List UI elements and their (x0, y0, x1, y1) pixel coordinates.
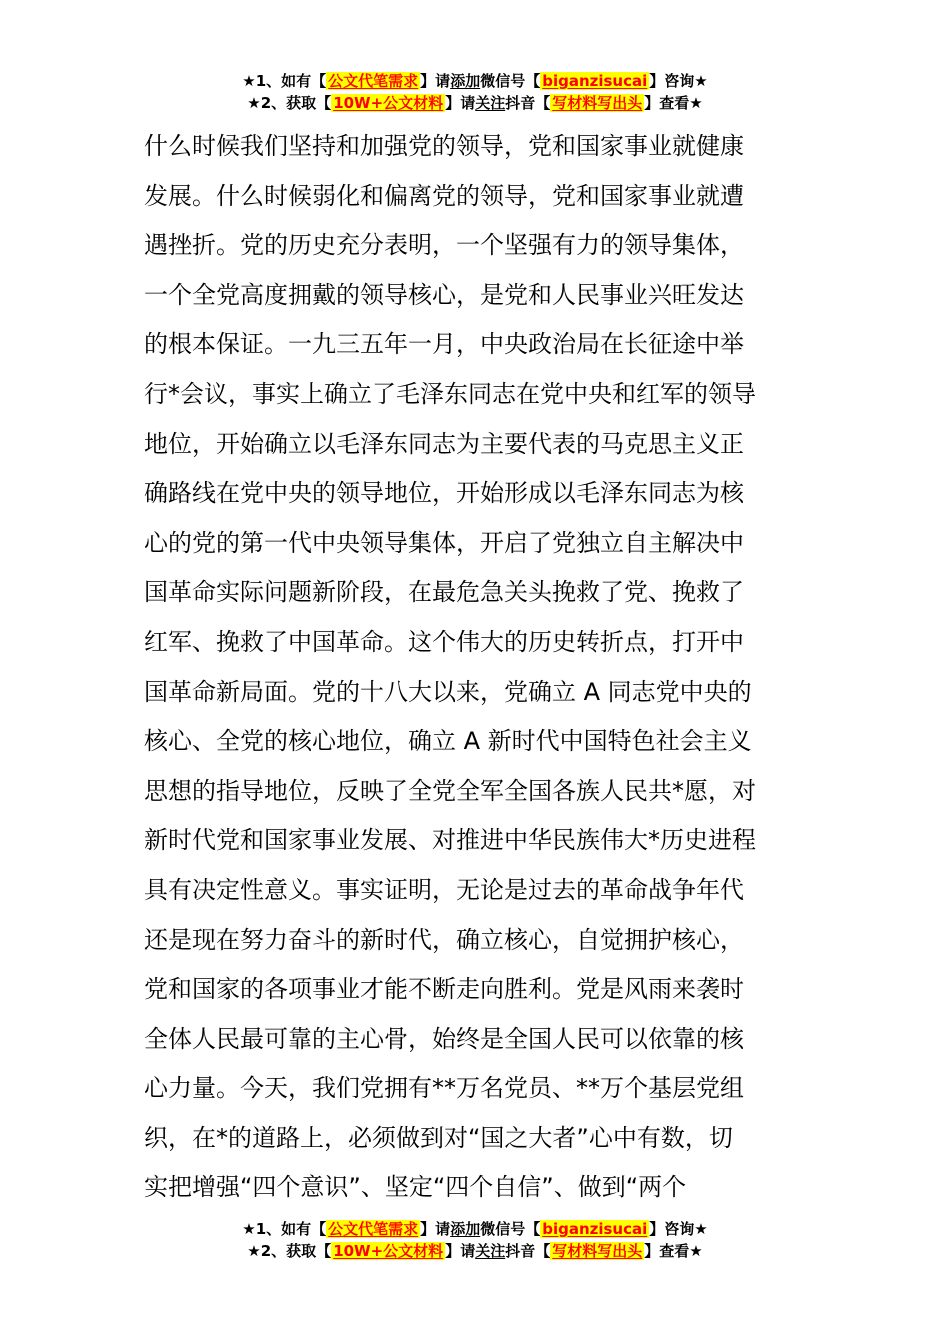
header-line-1-part: ★1、如有【 (242, 72, 327, 90)
header-line-1 (0, 70, 950, 92)
body-line: 红军、挽救了中国革命。这个伟大的历史转折点，打开中 (144, 627, 744, 656)
footer-line-1-part: 】请 (420, 1220, 451, 1238)
footer-underlined-add: 添加 (450, 1220, 481, 1238)
body-line: 行*会议，事实上确立了毛泽东同志在党中央和红军的领导 (144, 379, 756, 408)
header-line-2 (0, 92, 950, 114)
footer-highlight-douyin-account: 写材料写出头 (552, 1242, 643, 1260)
body-line: 国革命新局面。党的十八大以来，党确立 A 同志党中央的 (144, 677, 752, 706)
body-line: 织，在*的道路上，必须做到对“国之大者”心中有数，切 (144, 1123, 733, 1152)
body-line: 还是现在努力奋斗的新时代，确立核心，自觉拥护核心， (144, 925, 744, 954)
body-line: 一个全党高度拥戴的领导核心，是党和人民事业兴旺发达 (144, 280, 744, 309)
header-line-2-part: ★2、获取【 (247, 94, 332, 112)
body-line: 全体人民最可靠的主心骨，始终是全国人民可以依靠的核 (144, 1024, 744, 1053)
body-line: 遇挫折。党的历史充分表明，一个坚强有力的领导集体， (144, 231, 744, 260)
header-line-1-part: 微信号【 (480, 72, 541, 90)
header-underlined-follow: 关注 (475, 94, 506, 112)
footer-line-2-part: 抖音【 (505, 1242, 551, 1260)
footer-line-2-part: ★2、获取【 (247, 1242, 332, 1260)
footer-banner (0, 1218, 950, 1262)
header-highlight-materials: 10W+公文材料 (333, 94, 444, 112)
header-highlight-writing-service: 公文代笔需求 (328, 72, 419, 90)
header-underlined-add: 添加 (450, 72, 481, 90)
body-line: 具有决定性意义。事实证明，无论是过去的革命战争年代 (144, 875, 744, 904)
header-line-2-part: 抖音【 (505, 94, 551, 112)
body-line: 实把增强“四个意识”、坚定“四个自信”、做到“两个 (144, 1173, 687, 1202)
footer-highlight-wechat-id: biganzisucai (542, 1220, 648, 1238)
footer-line-2-part: 】请 (445, 1242, 476, 1260)
header-highlight-douyin-account: 写材料写出头 (552, 94, 643, 112)
body-line: 确路线在党中央的领导地位，开始形成以毛泽东同志为核 (144, 479, 744, 508)
body-line: 党和国家的各项事业才能不断走向胜利。党是风雨来袭时 (144, 975, 744, 1004)
header-line-2-part: 】查看★ (644, 94, 703, 112)
header-highlight-wechat-id: biganzisucai (542, 72, 648, 90)
body-line: 地位，开始确立以毛泽东同志为主要代表的马克思主义正 (144, 429, 744, 458)
body-line: 发展。什么时候弱化和偏离党的领导，党和国家事业就遭 (144, 181, 744, 210)
footer-underlined-follow: 关注 (475, 1242, 506, 1260)
body-line: 核心、全党的核心地位，确立 A 新时代中国特色社会主义 (144, 727, 752, 756)
footer-line-1-part: 】咨询★ (649, 1220, 708, 1238)
header-line-1-part: 】请 (420, 72, 451, 90)
footer-line-1-part: ★1、如有【 (242, 1220, 327, 1238)
body-line: 思想的指导地位，反映了全党全军全国各族人民共*愿，对 (144, 776, 756, 805)
body-line: 新时代党和国家事业发展、对推进中华民族伟大*历史进程 (144, 826, 756, 855)
body-line: 什么时候我们坚持和加强党的领导，党和国家事业就健康 (144, 132, 744, 160)
footer-line-1-part: 微信号【 (480, 1220, 541, 1238)
header-line-1-part: 】咨询★ (649, 72, 708, 90)
body-line: 心的党的第一代中央领导集体，开启了党独立自主解决中 (144, 528, 744, 557)
footer-highlight-writing-service: 公文代笔需求 (328, 1220, 419, 1238)
header-line-2-part: 】请 (445, 94, 476, 112)
footer-line-1 (0, 1218, 950, 1240)
body-line: 的根本保证。一九三五年一月，中央政治局在长征途中举 (144, 330, 744, 359)
body-line: 心力量。今天，我们党拥有**万名党员、**万个基层党组 (144, 1074, 744, 1103)
footer-line-2 (0, 1240, 950, 1262)
document-body (144, 122, 824, 1213)
footer-line-2-part: 】查看★ (644, 1242, 703, 1260)
header-banner (0, 70, 950, 114)
footer-highlight-materials: 10W+公文材料 (333, 1242, 444, 1260)
body-line: 国革命实际问题新阶段，在最危急关头挽救了党、挽救了 (144, 578, 744, 607)
